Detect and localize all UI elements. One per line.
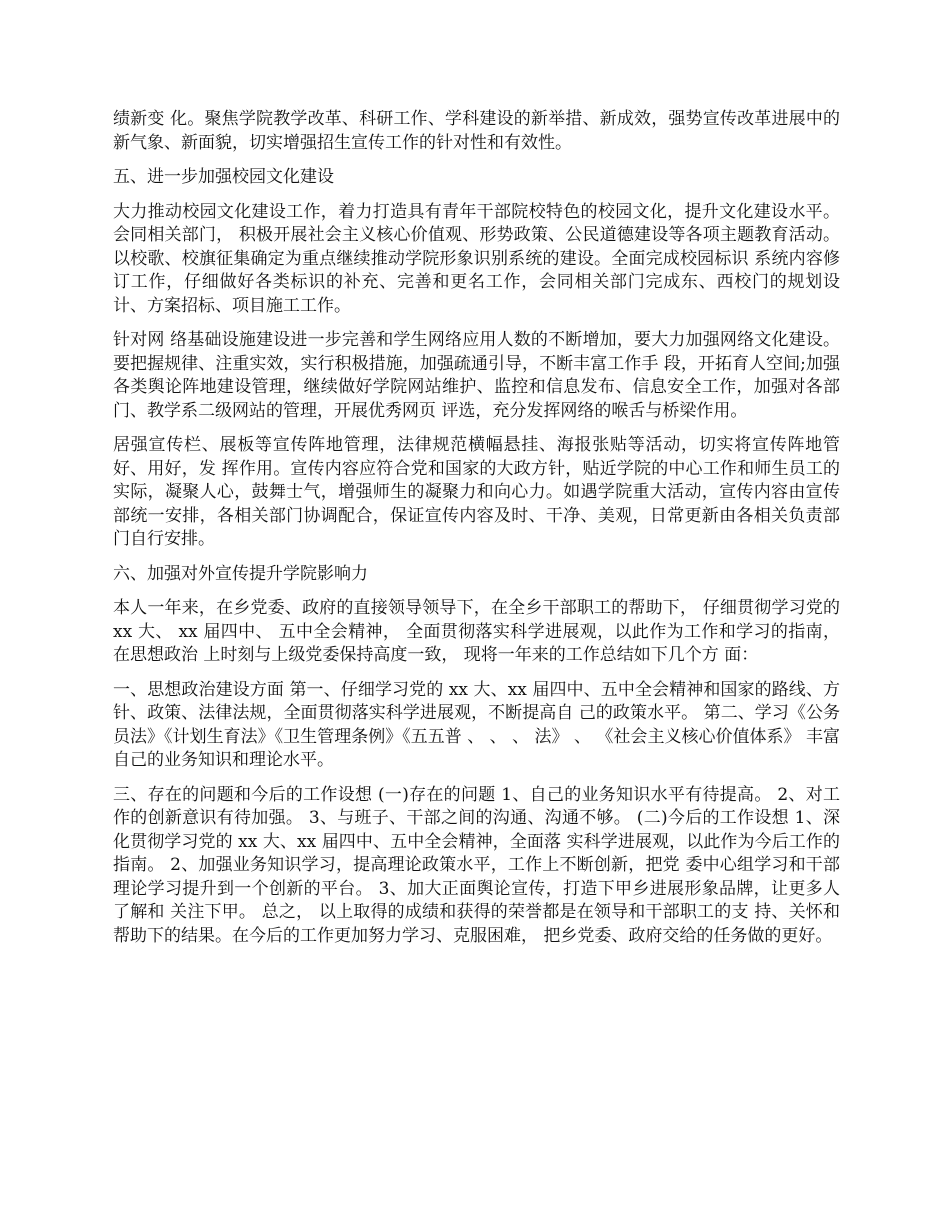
section-heading-6: 六、加强对外宣传提升学院影响力 [113,563,368,584]
paragraph-publicity-positions: 居强宣传栏、展板等宣传阵地管理，法律规范横幅悬挂、海报张贴等活动，切实将宣传阵地管好、用好，发 挥作用。宣传内容应符合党和国家的大政方针，贴近学院的中心工作和师生员工的实际，凝聚人心，鼓舞士气，增强师生的凝聚力和向心力。如遇学院重大活动，宣传内容由宣传部统一安排，各相关部门协调配合，保证宣传内容及时、干净、美观，日常更新由各相关负责部门自行安排。 [113,435,840,549]
paragraph-campus-culture: 大力推动校园文化建设工作，着力打造具有青年干部院校特色的校园文化，提升文化建设水平。会同相关部门， 积极开展社会主义核心价值观、形势政策、公民道德建设等各项主题教育活动。以校歌、校旗征集确定为重点继续推动学院形象识别系统的建设。全面完成校园标识 系统内容修订工作，仔细做好各类标识的补充、完善和更名工作，会同相关部门完成东、西校门的规划设计、方案招标、项目施工工作。 [113,201,840,316]
paragraph-political-study: 一、思想政治建设方面 第一、仔细学习党的 xx 大、xx 届四中、五中全会精神和国家的路线、方针、政策、法律法规，全面贯彻落实科学进展观，不断提高自 己的政策水平。 第二、学习《公务员法》《计划生育法》《卫生管理条例》《五五普 、 、 、 法》 、 《社会主义核心价值体系》 丰富自己的业务知识和理论水平。 [113,679,840,770]
paragraph-problems-and-plans: 三、存在的问题和今后的工作设想 (一)存在的问题 1、自己的业务知识水平有待提高。 2、对工作的创新意识有待加强。 3、与班子、干部之间的沟通、沟通不够。 (二)今后的工作设想 1、深化贯彻学习党的 xx 大、xx 届四中、五中全会精神，全面落 实科学进展观，以此作为今后工作的指南。 2、加强业务知识学习，提高理论政策水平，工作上不断创新，把党 委中心组学习和干部理论学习提升到一个创新的平台。 3、加大正面舆论宣传，打造下甲乡进展形象品牌，让更多人了解和 关注下甲。 总之， 以上取得的成绩和获得的荣誉都是在领导和干部职工的支 持、关怀和帮助下的结果。在今后的工作更加努力学习、克服困难， 把乡党委、政府交给的任务做的更好。 [113,784,840,946]
paragraph-publicity-focus: 绩新变 化。聚焦学院教学改革、科研工作、学科建设的新举措、新成效，强势宣传改革进展中的新气象、新面貌，切实增强招生宣传工作的针对性和有效性。 [113,109,840,153]
section-heading-5: 五、进一步加强校园文化建设 [113,167,334,187]
paragraph-network-culture: 针对网 络基础设施建设进一步完善和学生网络应用人数的不断增加，要大力加强网络文化建设。要把握规律、注重实效，实行积极措施，加强疏通引导，不断丰富工作手 段，开拓育人空间;加强各类舆论阵地建设管理，继续做好学院网站维护、监控和信息发布、信息安全工作，加强对各部门、教学系二级网站的管理，开展优秀网页 评选，充分发挥网络的喉舌与桥梁作用。 [113,330,840,421]
document-body [113,108,840,959]
paragraph-year-summary-intro: 本人一年来，在乡党委、政府的直接领导领导下，在全乡干部职工的帮助下， 仔细贯彻学习党的 xx 大、 xx 届四中、 五中全会精神， 全面贯彻落实科学进展观，以此作为工作和学习的指南，在思想政治 上时刻与上级党委保持高度一致， 现将一年来的工作总结如下几个方 面： [113,598,840,665]
